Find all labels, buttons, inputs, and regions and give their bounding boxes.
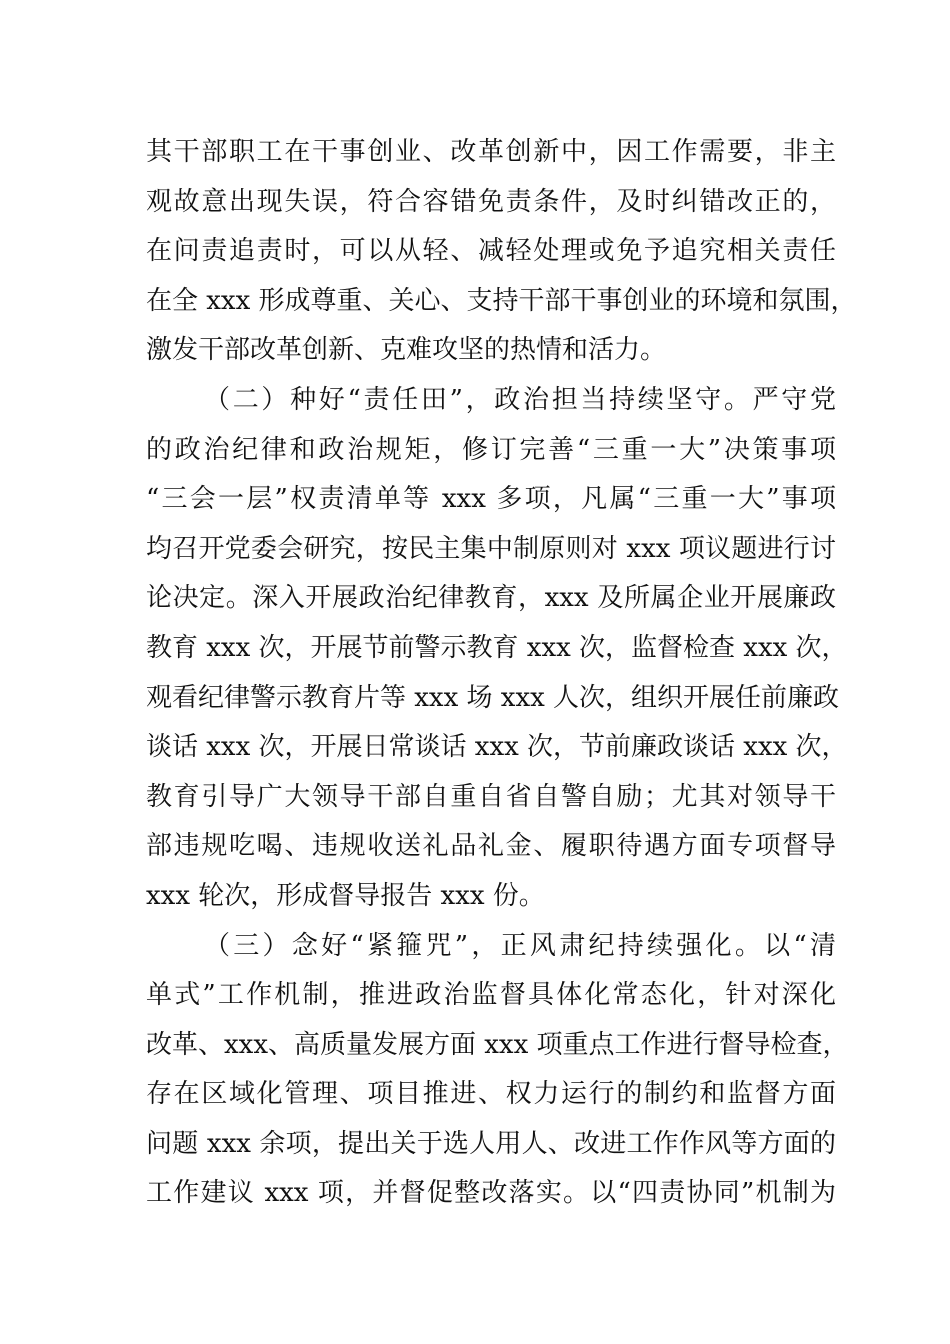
text-line: 改革、xxx、高质量发展方面 xxx 项重点工作进行督导检查， [146, 1029, 849, 1060]
text-line: “三会一层”权责清单等 xxx 多项，凡属“三重一大”事项 [146, 484, 836, 515]
text-line: 的政治纪律和政治规矩，修订完善“三重一大”决策事项 [146, 434, 836, 465]
text-line: 均召开党委会研究，按民主集中制原则对 xxx 项议题进行讨 [146, 533, 836, 564]
body-text [146, 128, 857, 1219]
text-line: xxx 轮次，形成督导报告 xxx 份。 [146, 880, 545, 911]
text-line: 在全 xxx 形成尊重、关心、支持干部干事创业的环境和氛围， [146, 285, 857, 316]
text-line: 其干部职工在干事创业、改革创新中，因工作需要，非主 [146, 137, 836, 167]
text-line: 论决定。深入开展政治纪律教育，xxx 及所属企业开展廉政 [146, 583, 836, 614]
text-line: 教育引导广大领导干部自重自省自警自励；尤其对领导干 [146, 781, 836, 812]
text-line: 问题 xxx 余项，提出关于选人用人、改进工作作风等方面的 [146, 1128, 836, 1159]
text-line: 谈话 xxx 次，开展日常谈话 xxx 次，节前廉政谈话 xxx 次， [146, 732, 848, 763]
text-line: 部违规吃喝、违规收送礼品礼金、履职待遇方面专项督导 [146, 831, 836, 862]
text-line: 观看纪律警示教育片等 xxx 场 xxx 人次，组织开展任前廉政 [146, 682, 840, 713]
text-line: 工作建议 xxx 项，并督促整改落实。以“四责协同”机制为 [146, 1178, 836, 1209]
text-line: 观故意出现失误，符合容错免责条件，及时纠错改正的， [146, 186, 836, 217]
text-line: 激发干部改革创新、克难攻坚的热情和活力。 [146, 335, 667, 366]
text-line: 存在区域化管理、项目推进、权力运行的制约和监督方面 [146, 1079, 836, 1110]
paragraph-heading-line: （三）念好“紧箍咒”，正风肃纪持续强化。以“清 [204, 930, 836, 961]
text-line: 教育 xxx 次，开展节前警示教育 xxx 次，监督检查 xxx 次， [146, 632, 848, 663]
text-line: 在问责追责时，可以从轻、减轻处理或免予追究相关责任 [146, 236, 836, 267]
paragraph-heading-line: （二）种好“责任田”，政治担当持续坚守。严守党 [204, 384, 836, 415]
text-line: 单式”工作机制，推进政治监督具体化常态化，针对深化 [146, 980, 836, 1011]
